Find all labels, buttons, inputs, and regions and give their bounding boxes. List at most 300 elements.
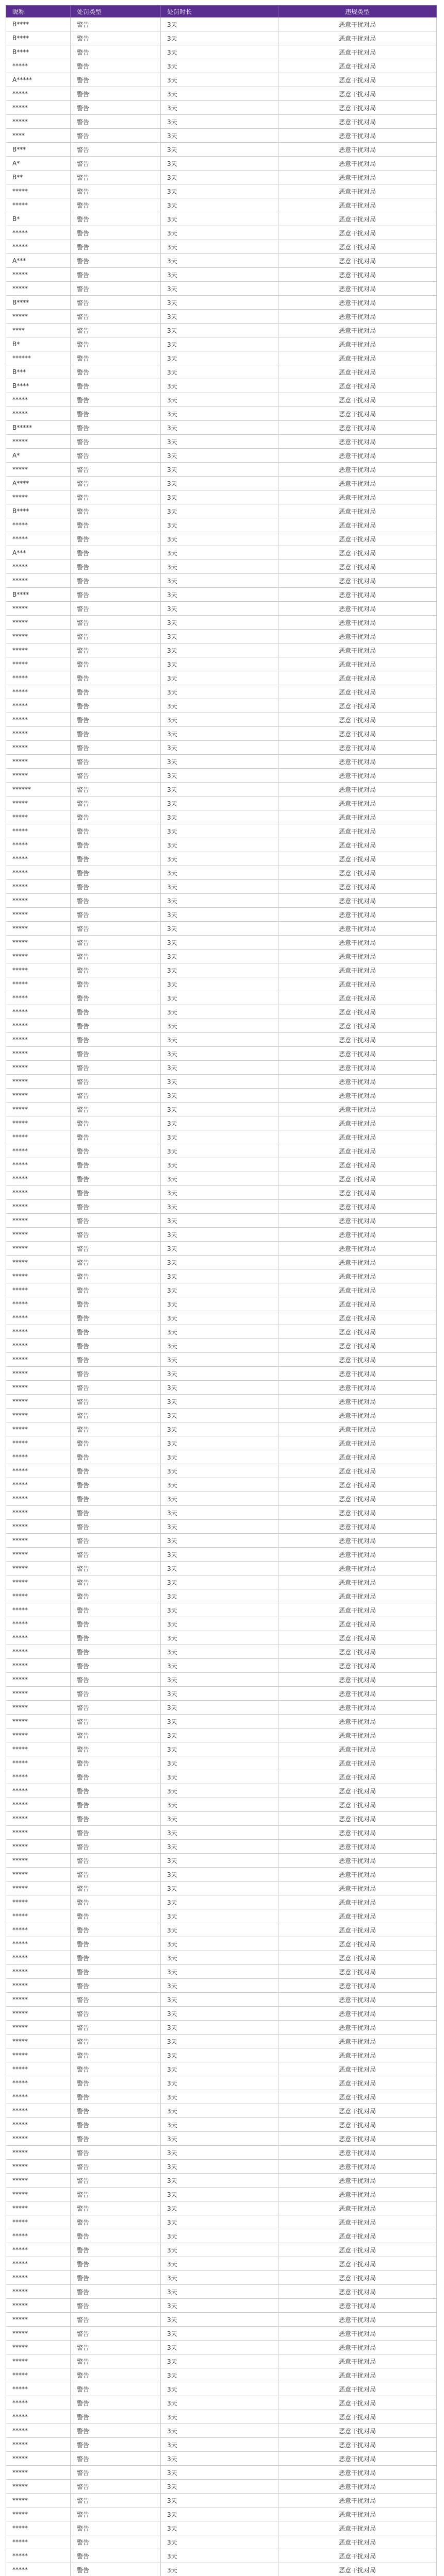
cell-violation-type: 恶意干扰对局	[278, 2368, 437, 2382]
cell-penalty-duration: 3天	[161, 1589, 278, 1603]
cell-penalty-type: 警告	[71, 45, 161, 59]
cell-violation-type: 恶意干扰对局	[278, 2313, 437, 2327]
table-row	[6, 1840, 437, 1854]
cell-penalty-duration: 3天	[161, 1603, 278, 1617]
cell-penalty-type: 警告	[71, 254, 161, 268]
cell-violation-type: 恶意干扰对局	[278, 671, 437, 685]
cell-penalty-duration: 3天	[161, 950, 278, 963]
cell-penalty-duration: 3天	[161, 616, 278, 630]
cell-nickname: *****	[6, 2271, 71, 2285]
cell-violation-type: 恶意干扰对局	[278, 2174, 437, 2188]
cell-penalty-type: 警告	[71, 351, 161, 365]
cell-nickname: A***	[6, 254, 71, 268]
table-row	[6, 1061, 437, 1075]
cell-violation-type: 恶意干扰对局	[278, 240, 437, 254]
cell-nickname: *****	[6, 2229, 71, 2243]
cell-violation-type: 恶意干扰对局	[278, 2007, 437, 2021]
cell-violation-type: 恶意干扰对局	[278, 2452, 437, 2466]
cell-penalty-type: 警告	[71, 2146, 161, 2160]
table-row	[6, 1784, 437, 1798]
cell-violation-type: 恶意干扰对局	[278, 2354, 437, 2368]
cell-penalty-type: 警告	[71, 1756, 161, 1770]
cell-nickname: *****	[6, 2160, 71, 2174]
cell-penalty-duration: 3天	[161, 741, 278, 755]
cell-penalty-duration: 3天	[161, 1089, 278, 1103]
table-row	[6, 2521, 437, 2535]
cell-violation-type: 恶意干扰对局	[278, 435, 437, 449]
cell-violation-type: 恶意干扰对局	[278, 2132, 437, 2146]
table-row	[6, 755, 437, 769]
cell-nickname: *****	[6, 1283, 71, 1297]
table-row	[6, 1005, 437, 1019]
cell-violation-type: 恶意干扰对局	[278, 741, 437, 755]
cell-nickname: *****	[6, 1520, 71, 1534]
cell-penalty-duration: 3天	[161, 2452, 278, 2466]
cell-penalty-duration: 3天	[161, 2299, 278, 2313]
cell-violation-type: 恶意干扰对局	[278, 171, 437, 184]
cell-nickname: B****	[6, 31, 71, 45]
cell-penalty-type: 警告	[71, 1534, 161, 1548]
cell-penalty-duration: 3天	[161, 518, 278, 532]
cell-penalty-type: 警告	[71, 1868, 161, 1882]
table-row	[6, 2438, 437, 2452]
cell-violation-type: 恶意干扰对局	[278, 1325, 437, 1339]
cell-penalty-duration: 3天	[161, 2424, 278, 2438]
cell-penalty-duration: 3天	[161, 1297, 278, 1311]
cell-penalty-duration: 3天	[161, 1909, 278, 1923]
table-row	[6, 1673, 437, 1687]
cell-penalty-type: 警告	[71, 1826, 161, 1840]
cell-violation-type: 恶意干扰对局	[278, 2188, 437, 2201]
cell-nickname: *****	[6, 880, 71, 894]
table-row	[6, 143, 437, 157]
cell-nickname: *****	[6, 282, 71, 296]
cell-nickname: *****	[6, 1645, 71, 1659]
cell-penalty-type: 警告	[71, 1422, 161, 1436]
cell-violation-type: 恶意干扰对局	[278, 1089, 437, 1103]
cell-nickname: *****	[6, 1715, 71, 1728]
cell-nickname: B****	[6, 379, 71, 393]
cell-penalty-duration: 3天	[161, 630, 278, 643]
cell-penalty-duration: 3天	[161, 1019, 278, 1033]
cell-penalty-duration: 3天	[161, 713, 278, 727]
cell-penalty-type: 警告	[71, 908, 161, 922]
cell-nickname: *****	[6, 824, 71, 838]
cell-violation-type: 恶意干扰对局	[278, 1868, 437, 1882]
table-row	[6, 1506, 437, 1520]
cell-penalty-type: 警告	[71, 977, 161, 991]
table-row	[6, 1075, 437, 1089]
cell-penalty-duration: 3天	[161, 602, 278, 616]
table-row	[6, 810, 437, 824]
cell-penalty-duration: 3天	[161, 2090, 278, 2104]
cell-penalty-type: 警告	[71, 115, 161, 129]
cell-violation-type: 恶意干扰对局	[278, 685, 437, 699]
cell-penalty-type: 警告	[71, 2410, 161, 2424]
table-row	[6, 1103, 437, 1116]
cell-penalty-duration: 3天	[161, 1826, 278, 1840]
cell-penalty-duration: 3天	[161, 157, 278, 171]
cell-penalty-duration: 3天	[161, 1951, 278, 1965]
cell-penalty-duration: 3天	[161, 1450, 278, 1464]
cell-nickname: *****	[6, 796, 71, 810]
cell-violation-type: 恶意干扰对局	[278, 1492, 437, 1506]
cell-penalty-type: 警告	[71, 504, 161, 518]
cell-nickname: *****	[6, 2118, 71, 2132]
table-row	[6, 1269, 437, 1283]
cell-penalty-duration: 3天	[161, 1269, 278, 1283]
cell-nickname: *****	[6, 2188, 71, 2201]
cell-violation-type: 恶意干扰对局	[278, 2424, 437, 2438]
cell-penalty-duration: 3天	[161, 1506, 278, 1520]
cell-penalty-type: 警告	[71, 1548, 161, 1562]
cell-penalty-type: 警告	[71, 1395, 161, 1409]
cell-violation-type: 恶意干扰对局	[278, 1506, 437, 1520]
cell-nickname: *****	[6, 2048, 71, 2062]
cell-nickname: *****	[6, 2257, 71, 2271]
cell-nickname: *****	[6, 2215, 71, 2229]
cell-penalty-type: 警告	[71, 2313, 161, 2327]
cell-violation-type: 恶意干扰对局	[278, 198, 437, 212]
cell-penalty-duration: 3天	[161, 1840, 278, 1854]
cell-penalty-type: 警告	[71, 2062, 161, 2076]
cell-violation-type: 恶意干扰对局	[278, 2535, 437, 2549]
cell-penalty-type: 警告	[71, 1923, 161, 1937]
cell-penalty-type: 警告	[71, 936, 161, 950]
cell-penalty-type: 警告	[71, 560, 161, 574]
table-row	[6, 379, 437, 393]
table-row	[6, 1589, 437, 1603]
cell-violation-type: 恶意干扰对局	[278, 254, 437, 268]
table-row	[6, 87, 437, 101]
cell-penalty-duration: 3天	[161, 1562, 278, 1575]
cell-nickname: *****	[6, 198, 71, 212]
table-row	[6, 1715, 437, 1728]
cell-violation-type: 恶意干扰对局	[278, 2257, 437, 2271]
cell-penalty-duration: 3天	[161, 1047, 278, 1061]
cell-penalty-duration: 3天	[161, 894, 278, 908]
table-row	[6, 2104, 437, 2118]
table-row	[6, 282, 437, 296]
cell-violation-type: 恶意干扰对局	[278, 1909, 437, 1923]
cell-penalty-type: 警告	[71, 1339, 161, 1353]
cell-violation-type: 恶意干扰对局	[278, 1214, 437, 1228]
cell-violation-type: 恶意干扰对局	[278, 143, 437, 157]
cell-violation-type: 恶意干扰对局	[278, 643, 437, 657]
cell-penalty-type: 警告	[71, 407, 161, 421]
cell-penalty-duration: 3天	[161, 977, 278, 991]
table-row	[6, 977, 437, 991]
cell-penalty-duration: 3天	[161, 2549, 278, 2563]
cell-penalty-type: 警告	[71, 129, 161, 143]
cell-penalty-type: 警告	[71, 1840, 161, 1854]
cell-nickname: *****	[6, 1631, 71, 1645]
cell-nickname: B***	[6, 365, 71, 379]
cell-penalty-type: 警告	[71, 1562, 161, 1575]
table-row	[6, 824, 437, 838]
cell-violation-type: 恶意干扰对局	[278, 2549, 437, 2563]
cell-penalty-type: 警告	[71, 1603, 161, 1617]
table-row	[6, 1200, 437, 1214]
cell-violation-type: 恶意干扰对局	[278, 2341, 437, 2354]
cell-penalty-duration: 3天	[161, 463, 278, 477]
cell-violation-type: 恶意干扰对局	[278, 1395, 437, 1409]
table-row	[6, 1951, 437, 1965]
cell-violation-type: 恶意干扰对局	[278, 2076, 437, 2090]
cell-violation-type: 恶意干扰对局	[278, 1019, 437, 1033]
cell-violation-type: 恶意干扰对局	[278, 1047, 437, 1061]
table-row	[6, 2452, 437, 2466]
cell-violation-type: 恶意干扰对局	[278, 1409, 437, 1422]
cell-penalty-type: 警告	[71, 991, 161, 1005]
cell-penalty-duration: 3天	[161, 59, 278, 73]
cell-nickname: *****	[6, 2174, 71, 2188]
cell-violation-type: 恶意干扰对局	[278, 282, 437, 296]
table-row	[6, 769, 437, 783]
cell-penalty-type: 警告	[71, 1742, 161, 1756]
table-row	[6, 1965, 437, 1979]
cell-penalty-duration: 3天	[161, 880, 278, 894]
cell-nickname: *****	[6, 1589, 71, 1603]
cell-penalty-type: 警告	[71, 2382, 161, 2396]
cell-violation-type: 恶意干扰对局	[278, 977, 437, 991]
cell-penalty-duration: 3天	[161, 1158, 278, 1172]
cell-violation-type: 恶意干扰对局	[278, 2048, 437, 2062]
cell-penalty-duration: 3天	[161, 2257, 278, 2271]
cell-penalty-type: 警告	[71, 226, 161, 240]
cell-penalty-type: 警告	[71, 1172, 161, 1186]
cell-penalty-type: 警告	[71, 2076, 161, 2090]
cell-penalty-duration: 3天	[161, 2104, 278, 2118]
cell-penalty-type: 警告	[71, 810, 161, 824]
cell-penalty-duration: 3天	[161, 143, 278, 157]
cell-nickname: *****	[6, 1868, 71, 1882]
cell-penalty-type: 警告	[71, 2521, 161, 2535]
cell-violation-type: 恶意干扰对局	[278, 1158, 437, 1172]
cell-nickname: *****	[6, 699, 71, 713]
cell-nickname: *****	[6, 2243, 71, 2257]
cell-penalty-duration: 3天	[161, 796, 278, 810]
table-row	[6, 783, 437, 796]
cell-penalty-type: 警告	[71, 657, 161, 671]
cell-nickname: *****	[6, 1854, 71, 1868]
cell-violation-type: 恶意干扰对局	[278, 1422, 437, 1436]
cell-nickname: *****	[6, 2076, 71, 2090]
cell-penalty-type: 警告	[71, 2563, 161, 2576]
cell-penalty-type: 警告	[71, 198, 161, 212]
cell-nickname: *****	[6, 1339, 71, 1353]
cell-nickname: *****	[6, 2535, 71, 2549]
cell-nickname: *****	[6, 1089, 71, 1103]
cell-penalty-duration: 3天	[161, 1937, 278, 1951]
table-row	[6, 1812, 437, 1826]
cell-violation-type: 恶意干扰对局	[278, 2438, 437, 2452]
cell-violation-type: 恶意干扰对局	[278, 1534, 437, 1548]
cell-violation-type: 恶意干扰对局	[278, 1200, 437, 1214]
cell-penalty-type: 警告	[71, 783, 161, 796]
cell-nickname: *****	[6, 1144, 71, 1158]
cell-nickname: ******	[6, 351, 71, 365]
cell-nickname: *****	[6, 977, 71, 991]
cell-nickname: *****	[6, 755, 71, 769]
cell-penalty-type: 警告	[71, 1506, 161, 1520]
cell-penalty-duration: 3天	[161, 1075, 278, 1089]
cell-penalty-duration: 3天	[161, 1436, 278, 1450]
cell-penalty-type: 警告	[71, 2299, 161, 2313]
cell-penalty-type: 警告	[71, 2132, 161, 2146]
cell-nickname: *****	[6, 1979, 71, 1993]
cell-penalty-duration: 3天	[161, 1422, 278, 1436]
cell-penalty-type: 警告	[71, 1882, 161, 1895]
cell-penalty-duration: 3天	[161, 1214, 278, 1228]
cell-penalty-duration: 3天	[161, 1673, 278, 1687]
cell-penalty-type: 警告	[71, 1116, 161, 1130]
cell-penalty-duration: 3天	[161, 2507, 278, 2521]
cell-nickname: *****	[6, 1923, 71, 1937]
cell-nickname: *****	[6, 1075, 71, 1089]
cell-penalty-type: 警告	[71, 699, 161, 713]
cell-violation-type: 恶意干扰对局	[278, 101, 437, 115]
cell-penalty-type: 警告	[71, 1645, 161, 1659]
cell-penalty-type: 警告	[71, 1701, 161, 1715]
cell-penalty-type: 警告	[71, 463, 161, 477]
cell-penalty-duration: 3天	[161, 171, 278, 184]
cell-penalty-duration: 3天	[161, 184, 278, 198]
cell-violation-type: 恶意干扰对局	[278, 713, 437, 727]
cell-nickname: *****	[6, 1840, 71, 1854]
cell-penalty-duration: 3天	[161, 2062, 278, 2076]
cell-nickname: *****	[6, 2132, 71, 2146]
cell-penalty-type: 警告	[71, 2535, 161, 2549]
table-header-row	[6, 6, 437, 18]
table-row	[6, 616, 437, 630]
cell-violation-type: 恶意干扰对局	[278, 1172, 437, 1186]
table-row	[6, 2188, 437, 2201]
cell-penalty-duration: 3天	[161, 2466, 278, 2480]
cell-penalty-duration: 3天	[161, 1617, 278, 1631]
cell-penalty-type: 警告	[71, 18, 161, 31]
cell-violation-type: 恶意干扰对局	[278, 1103, 437, 1116]
cell-penalty-duration: 3天	[161, 1005, 278, 1019]
cell-violation-type: 恶意干扰对局	[278, 1965, 437, 1979]
cell-penalty-duration: 3天	[161, 2132, 278, 2146]
cell-penalty-duration: 3天	[161, 18, 278, 31]
cell-nickname: *****	[6, 741, 71, 755]
cell-penalty-type: 警告	[71, 2368, 161, 2382]
cell-violation-type: 恶意干扰对局	[278, 936, 437, 950]
cell-penalty-duration: 3天	[161, 240, 278, 254]
cell-nickname: ******	[6, 783, 71, 796]
table-row	[6, 1367, 437, 1381]
cell-penalty-duration: 3天	[161, 2048, 278, 2062]
cell-violation-type: 恶意干扰对局	[278, 950, 437, 963]
cell-nickname: *****	[6, 1256, 71, 1269]
table-row	[6, 866, 437, 880]
cell-penalty-type: 警告	[71, 2354, 161, 2368]
cell-nickname: *****	[6, 2341, 71, 2354]
cell-nickname: *****	[6, 991, 71, 1005]
table-row	[6, 1923, 437, 1937]
cell-penalty-type: 警告	[71, 435, 161, 449]
table-row	[6, 1325, 437, 1339]
table-row	[6, 1645, 437, 1659]
cell-penalty-duration: 3天	[161, 1742, 278, 1756]
cell-penalty-duration: 3天	[161, 1923, 278, 1937]
cell-nickname: *****	[6, 1909, 71, 1923]
cell-penalty-duration: 3天	[161, 991, 278, 1005]
cell-violation-type: 恶意干扰对局	[278, 2480, 437, 2494]
table-row	[6, 922, 437, 936]
table-row	[6, 435, 437, 449]
table-row	[6, 1311, 437, 1325]
table-row	[6, 407, 437, 421]
table-row	[6, 2410, 437, 2424]
table-row	[6, 518, 437, 532]
cell-violation-type: 恶意干扰对局	[278, 1381, 437, 1395]
table-row	[6, 18, 437, 31]
cell-penalty-type: 警告	[71, 2229, 161, 2243]
cell-violation-type: 恶意干扰对局	[278, 1993, 437, 2007]
cell-penalty-duration: 3天	[161, 2368, 278, 2382]
cell-violation-type: 恶意干扰对局	[278, 45, 437, 59]
cell-violation-type: 恶意干扰对局	[278, 1116, 437, 1130]
cell-nickname: *****	[6, 1534, 71, 1548]
cell-violation-type: 恶意干扰对局	[278, 1228, 437, 1242]
table-row	[6, 1047, 437, 1061]
table-row	[6, 727, 437, 741]
table-row	[6, 1979, 437, 1993]
cell-penalty-type: 警告	[71, 1589, 161, 1603]
cell-penalty-type: 警告	[71, 518, 161, 532]
cell-penalty-type: 警告	[71, 713, 161, 727]
cell-penalty-type: 警告	[71, 2201, 161, 2215]
cell-penalty-duration: 3天	[161, 1715, 278, 1728]
table-row	[6, 2424, 437, 2438]
table-row	[6, 936, 437, 950]
table-row	[6, 630, 437, 643]
cell-penalty-duration: 3天	[161, 1339, 278, 1353]
cell-penalty-duration: 3天	[161, 421, 278, 435]
cell-penalty-type: 警告	[71, 1965, 161, 1979]
cell-penalty-type: 警告	[71, 532, 161, 546]
cell-penalty-duration: 3天	[161, 588, 278, 602]
cell-penalty-type: 警告	[71, 2104, 161, 2118]
cell-penalty-duration: 3天	[161, 1798, 278, 1812]
table-row	[6, 1242, 437, 1256]
table-row	[6, 546, 437, 560]
cell-penalty-duration: 3天	[161, 1311, 278, 1325]
table-row	[6, 1450, 437, 1464]
cell-penalty-duration: 3天	[161, 1395, 278, 1409]
table-row	[6, 741, 437, 755]
cell-penalty-duration: 3天	[161, 824, 278, 838]
cell-penalty-duration: 3天	[161, 2229, 278, 2243]
cell-nickname: *****	[6, 1575, 71, 1589]
cell-penalty-type: 警告	[71, 2035, 161, 2048]
table-row	[6, 2215, 437, 2229]
cell-penalty-type: 警告	[71, 421, 161, 435]
table-row	[6, 226, 437, 240]
cell-penalty-type: 警告	[71, 379, 161, 393]
cell-violation-type: 恶意干扰对局	[278, 1256, 437, 1269]
cell-penalty-type: 警告	[71, 101, 161, 115]
cell-violation-type: 恶意干扰对局	[278, 87, 437, 101]
table-row	[6, 1868, 437, 1882]
cell-penalty-type: 警告	[71, 2007, 161, 2021]
cell-penalty-duration: 3天	[161, 1756, 278, 1770]
cell-nickname: A*	[6, 449, 71, 463]
cell-penalty-duration: 3天	[161, 574, 278, 588]
